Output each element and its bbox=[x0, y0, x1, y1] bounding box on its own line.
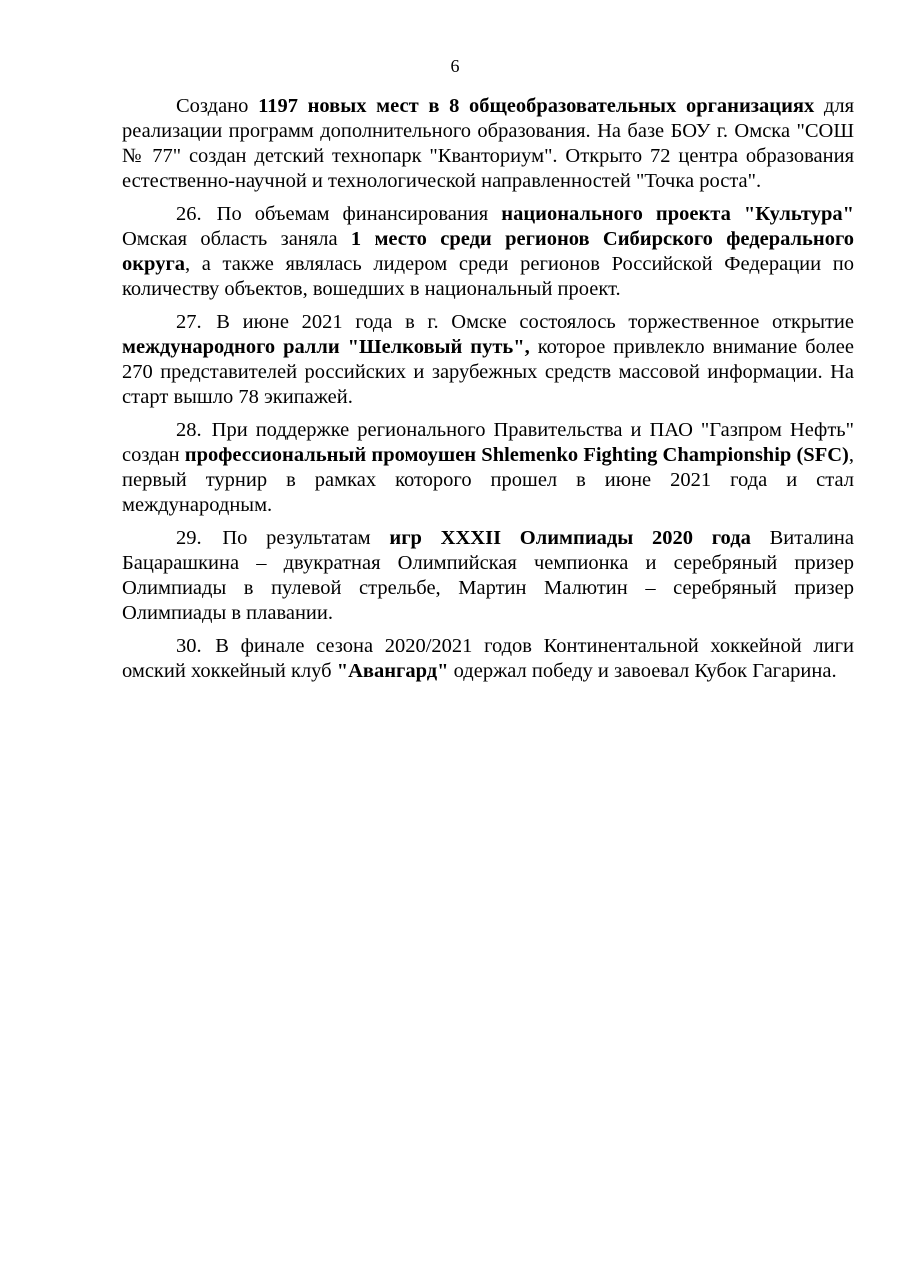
paragraph-created-places bbox=[122, 94, 854, 194]
paragraph-29 bbox=[122, 526, 854, 626]
paragraph-text: По объемам финансирования bbox=[216, 203, 502, 225]
document-body bbox=[122, 94, 854, 684]
paragraph-30 bbox=[122, 634, 854, 684]
bold-text: международного ралли "Шелковый путь", bbox=[122, 336, 530, 358]
paragraph-text: одержал победу и завоевал Кубок Гагарина. bbox=[448, 660, 837, 682]
page-number: 6 bbox=[450, 56, 460, 76]
paragraph-text: , первый турнир в рамках которого прошел в июне 2021 года и стал международным. bbox=[122, 444, 854, 516]
paragraph-number: 30. bbox=[176, 635, 202, 657]
bold-text: "Авангард" bbox=[336, 660, 449, 682]
paragraph-text: Омская область заняла bbox=[122, 228, 351, 250]
bold-text: 1197 новых мест в 8 общеобразовательных организациях bbox=[258, 95, 815, 117]
paragraph-text: Виталина Бацарашкина – двукратная Олимпийская чемпионка и серебряный призер Олимпиады в пулевой стрельбе, Мартин Малютин – серебряный призер Олимпиады в плавании. bbox=[122, 527, 854, 624]
paragraph-number: 26. bbox=[176, 203, 202, 225]
paragraph-text: которое привлекло внимание более 270 представителей российских и зарубежных средств массовой информации. На старт вышло 78 экипажей. bbox=[122, 336, 854, 408]
bold-text: профессиональный промоушен Shlemenko Fighting Championship (SFC) bbox=[184, 444, 849, 466]
paragraph-number: 27. bbox=[176, 311, 202, 333]
paragraph-text: В финале сезона 2020/2021 годов Континентальной хоккейной лиги омский хоккейный клуб bbox=[122, 635, 855, 682]
paragraph-text: Создано bbox=[176, 95, 259, 117]
paragraph-text: , а также являлась лидером среди регионов Российской Федерации по количеству объектов, вошедших в национальный проект. bbox=[122, 253, 854, 300]
bold-text: игр XXXII Олимпиады 2020 года bbox=[389, 527, 751, 549]
paragraph-text: По результатам bbox=[222, 527, 390, 549]
paragraph-text: При поддержке регионального Правительства и ПАО "Газпром Нефть" создан bbox=[122, 419, 854, 466]
paragraph-text: для реализации программ дополнительного образования. На базе БОУ г. Омска "СОШ № 77" создан детский технопарк "Кванториум". Открыто 72 центра образования естественно-научной и технологической направленностей "Точка роста". bbox=[122, 95, 854, 192]
paragraph-number: 29. bbox=[176, 527, 202, 549]
paragraph-28 bbox=[122, 418, 854, 518]
paragraph-26 bbox=[122, 202, 854, 302]
bold-text: национального проекта "Культура" bbox=[501, 203, 854, 225]
paragraph-number: 28. bbox=[176, 419, 202, 441]
paragraph-text: В июне 2021 года в г. Омске состоялось торжественное открытие bbox=[216, 311, 854, 333]
paragraph-27 bbox=[122, 310, 854, 410]
bold-text: 1 место среди регионов Сибирского федерального округа bbox=[122, 228, 855, 275]
